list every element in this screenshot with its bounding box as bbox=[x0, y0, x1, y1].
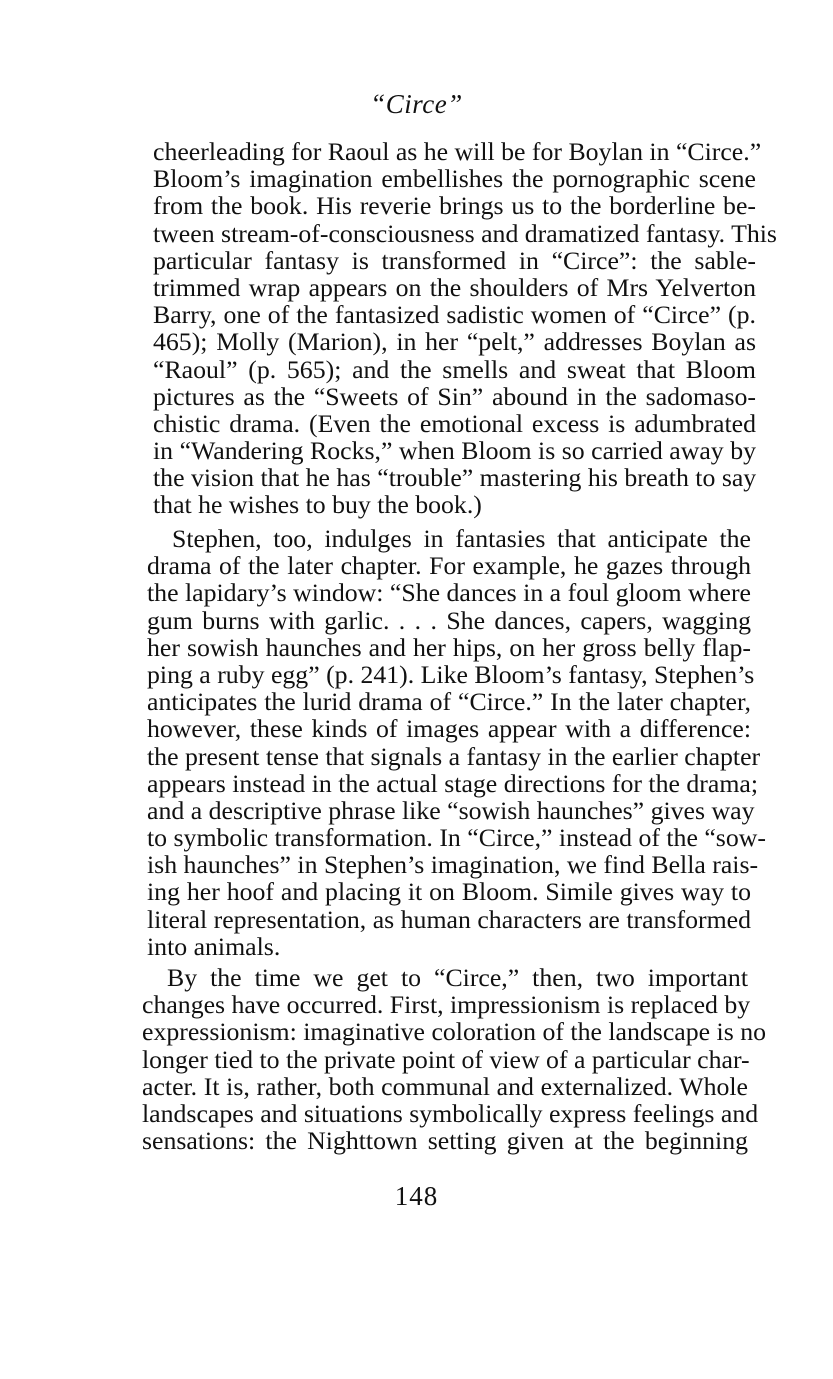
text-line: longer tied to the private point of view of a particular char- bbox=[142, 1044, 750, 1074]
text-line: chistic drama. (Even the emotional excess is adumbrated bbox=[153, 408, 756, 438]
text-line: particular fantasy is transformed in “Circe”: the sable- bbox=[153, 245, 756, 275]
text-line: in “Wandering Rocks,” when Bloom is so carried away by bbox=[153, 436, 756, 466]
text-line: Bloom’s imagination embellishes the pornographic scene bbox=[153, 164, 756, 194]
text-line: the present tense that signals a fantasy in the earlier chapter bbox=[147, 741, 761, 771]
page-number: 148 bbox=[394, 1181, 439, 1211]
text-line: ping a ruby egg” (p. 241). Like Bloom’s fantasy, Stephen’s bbox=[147, 659, 755, 689]
text-line: acter. It is, rather, both communal and externalized. Whole bbox=[142, 1071, 748, 1101]
text-line: anticipates the lurid drama of “Circe.” In the later chapter, bbox=[147, 687, 751, 717]
text-line: tween stream-of-consciousness and dramatized fantasy. This bbox=[153, 218, 777, 248]
text-line: cheerleading for Raoul as he will be for Boylan in “Circe.” bbox=[153, 137, 762, 166]
text-line: to symbolic transformation. In “Circe,” instead of the “sow- bbox=[147, 823, 766, 853]
text-line: expressionism: imaginative coloration of the landscape is no bbox=[142, 1017, 766, 1047]
text-line: from the book. His reverie brings us to the borderline be- bbox=[153, 191, 756, 221]
text-line: gum burns with garlic. . . . She dances, capers, wagging bbox=[147, 605, 751, 635]
paragraph-1 bbox=[153, 137, 777, 520]
text-line: her sowish haunches and her hips, on her gross belly flap- bbox=[147, 632, 751, 662]
text-line: sensations: the Nighttown setting given at the beginning bbox=[142, 1126, 748, 1156]
text-line: trimmed wrap appears on the shoulders of Mrs Yelverton bbox=[153, 272, 756, 302]
text-line: that he wishes to buy the book.) bbox=[153, 490, 482, 520]
text-line: literal representation, as human characters are transformed bbox=[147, 904, 751, 934]
text-line: ing her hoof and placing it on Bloom. Simile gives way to bbox=[147, 877, 751, 907]
text-line: landscapes and situations symbolically express feelings and bbox=[142, 1098, 759, 1128]
text-line: the lapidary’s window: “She dances in a foul gloom where bbox=[147, 578, 751, 608]
text-line: appears instead in the actual stage directions for the drama; bbox=[147, 768, 759, 798]
text-line: By the time we get to “Circe,” then, two important bbox=[167, 963, 748, 992]
text-line: 465); Molly (Marion), in her “pelt,” addresses Boylan as bbox=[153, 327, 756, 357]
text-line: ish haunches” in Stephen’s imagination, we find Bella rais- bbox=[147, 850, 759, 880]
text-line: and a descriptive phrase like “sowish haunches” gives way bbox=[147, 795, 755, 825]
running-head: “Circe” bbox=[370, 89, 463, 119]
text-line: drama of the later chapter. For example, he gazes through bbox=[147, 551, 751, 581]
text-line: “Raoul” (p. 565); and the smells and sweat that Bloom bbox=[153, 354, 756, 384]
text-line: Barry, one of the fantasized sadistic women of “Circe” (p. bbox=[153, 300, 756, 330]
text-line: pictures as the “Sweets of Sin” abound in the sadomaso- bbox=[153, 381, 756, 411]
text-line: into animals. bbox=[147, 931, 281, 961]
paragraph-3 bbox=[142, 963, 766, 1156]
text-line: Stephen, too, indulges in fantasies that anticipate the bbox=[172, 524, 751, 553]
text-line: however, these kinds of images appear with a difference: bbox=[147, 714, 751, 744]
text-line: the vision that he has “trouble” mastering his breath to say bbox=[153, 463, 757, 493]
text-line: changes have occurred. First, impressionism is replaced by bbox=[142, 990, 751, 1020]
paragraph-2 bbox=[147, 524, 766, 961]
